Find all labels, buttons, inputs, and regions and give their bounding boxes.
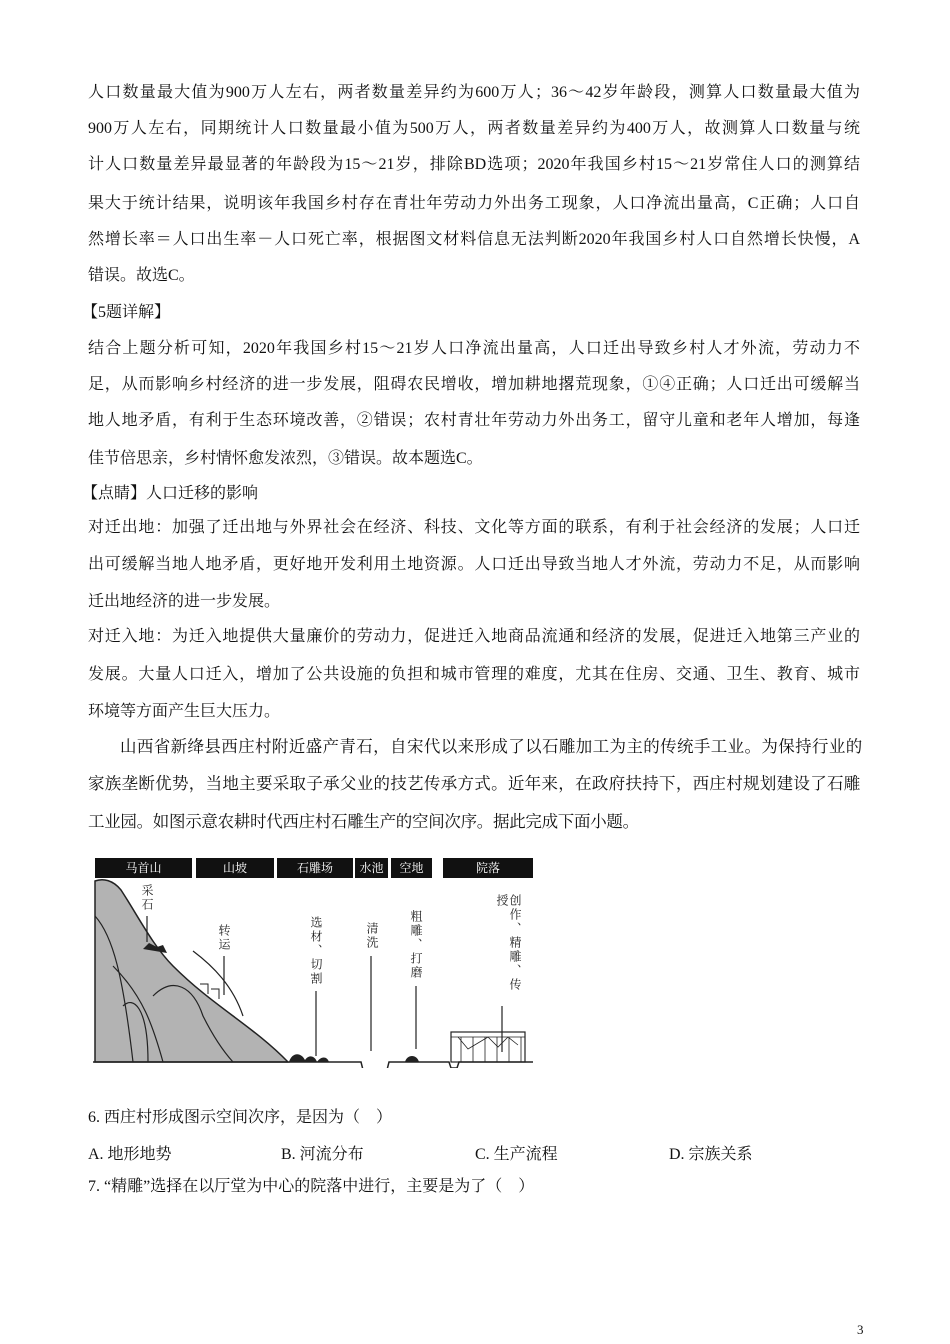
option-b[interactable]: B. 河流分布 bbox=[281, 1146, 364, 1163]
step-label: 选材、切割 bbox=[309, 916, 323, 986]
analysis-line: 足，从而影响乡村经济的进一步发展，阻碍农民增收，增加耕地撂荒现象，①④正确；人口迁出可缓解当 bbox=[88, 376, 860, 393]
step-label: 创作、精雕、传授 bbox=[495, 894, 522, 992]
page-number: 3 bbox=[857, 1322, 864, 1337]
tip-line: 发展。大量人口迁入，增加了公共设施的负担和城市管理的难度，尤其在住房、交通、卫生、教育、城市 bbox=[88, 666, 860, 683]
analysis-line: 900万人左右，同期统计人口数量最小值为500万人，两者数量差异约为400万人，故测算人口数量与统 bbox=[88, 120, 860, 137]
analysis-line: 人口数量最大值为900万人左右，两者数量差异约为600万人；36～42岁年龄段，测算人口数量最大值为 bbox=[88, 84, 860, 101]
tip-heading: 【点睛】人口迁移的影响 bbox=[82, 485, 259, 502]
tip-line: 对迁入地：为迁入地提供大量廉价的劳动力，促进迁入地商品流通和经济的发展，促进迁入地第三产业的 bbox=[88, 628, 860, 645]
option-d[interactable]: D. 宗族关系 bbox=[669, 1146, 753, 1163]
analysis-line: 然增长率＝人口出生率－人口死亡率，根据图文材料信息无法判断2020年我国乡村人口自然增长快慢，A bbox=[88, 231, 860, 248]
passage-line: 家族垄断优势，当地主要采取子承父业的技艺传承方式。近年来，在政府扶持下，西庄村规划建设了石雕 bbox=[88, 774, 860, 793]
zone-header: 院落 bbox=[443, 858, 533, 878]
zone-header: 马首山 bbox=[95, 858, 192, 878]
tip-line: 迁出地经济的进一步发展。 bbox=[88, 593, 281, 610]
analysis-line: 结合上题分析可知，2020年我国乡村15～21岁人口净流出量高，人口迁出导致乡村人才外流，劳动力不 bbox=[88, 340, 860, 357]
tip-line: 对迁出地：加强了迁出地与外界社会在经济、科技、文化等方面的联系，有利于社会经济的发展；人口迁 bbox=[88, 519, 860, 536]
analysis-line: 计人口数量差异最显著的年龄段为15～21岁，排除BD选项；2020年我国乡村15～21岁常住人口的测算结 bbox=[88, 156, 860, 173]
tip-line: 出可缓解当地人地矛盾，更好地开发利用土地资源。人口迁出导致当地人才外流，劳动力不足，从而影响 bbox=[88, 556, 860, 573]
option-c[interactable]: C. 生产流程 bbox=[475, 1146, 558, 1163]
question-7-stem: 7. “精雕”选择在以厅堂为中心的院落中进行，主要是为了（ ） bbox=[88, 1178, 535, 1195]
zone-header: 空地 bbox=[391, 858, 432, 878]
analysis-line: 果大于统计结果，说明该年我国乡村存在青壮年劳动力外出务工现象，人口净流出量高，C正确；人口自 bbox=[88, 195, 860, 212]
zone-header: 水池 bbox=[355, 858, 388, 878]
zone-header: 石雕场 bbox=[277, 858, 353, 878]
option-a[interactable]: A. 地形地势 bbox=[88, 1146, 172, 1163]
step-label: 采石 bbox=[140, 884, 154, 912]
stone-carving-spatial-sequence-figure bbox=[93, 856, 535, 1068]
step-label: 粗雕、打磨 bbox=[409, 910, 423, 980]
passage-line: 山西省新绛县西庄村附近盛产青石，自宋代以来形成了以石雕加工为主的传统手工业。为保持行业的 bbox=[120, 737, 862, 756]
tip-line: 环境等方面产生巨大压力。 bbox=[88, 703, 281, 720]
step-label: 转运 bbox=[217, 924, 231, 952]
zone-header: 山坡 bbox=[196, 858, 274, 878]
passage-line: 工业园。如图示意农耕时代西庄村石雕生产的空间次序。据此完成下面小题。 bbox=[88, 812, 639, 831]
question-6-stem: 6. 西庄村形成图示空间次序，是因为（ ） bbox=[88, 1109, 393, 1126]
step-label: 清洗 bbox=[365, 922, 379, 950]
analysis-line: 地人地矛盾，有利于生态环境改善，②错误；农村青壮年劳动力外出务工，留守儿童和老年人增加，每逢 bbox=[88, 412, 860, 429]
analysis-line: 错误。故选C。 bbox=[88, 267, 195, 284]
q5-heading: 【5题详解】 bbox=[82, 304, 171, 321]
analysis-line: 佳节倍思亲，乡村情怀愈发浓烈，③错误。故本题选C。 bbox=[88, 450, 483, 467]
